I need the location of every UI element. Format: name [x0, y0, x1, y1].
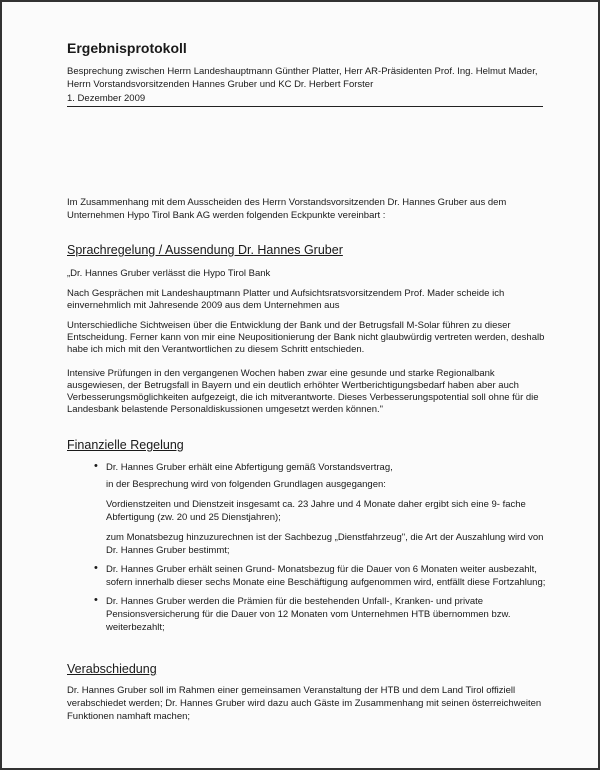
meeting-participants-line-1: Besprechung zwischen Herrn Landeshauptmann Günther Platter, Herr AR-Präsidenten Prof. Ing. Helmut Mader, — [67, 66, 538, 77]
bullet-3-line-3: weiterbezahlt; — [106, 622, 165, 633]
paragraph-1-line-2: einvernehmlich mit Jahresende 2009 aus dem Unternehmen aus — [67, 300, 340, 311]
paragraph-2-line-1: Unterschiedliche Sichtweisen über die Entwicklung der Bank und der Betrugsfall M-Solar führen zu dieser — [67, 320, 511, 331]
bullet-1-line-6: Dr. Hannes Gruber bestimmt; — [106, 545, 230, 556]
bullet-icon: • — [94, 594, 98, 606]
section-heading-finanzielle-regelung: Finanzielle Regelung — [67, 438, 184, 452]
meeting-participants-line-2: Herrn Vorstandsvorsitzenden Hannes Gruber und KC Dr. Herbert Forster — [67, 79, 374, 90]
paragraph-2-line-2: Entscheidung. Ferner kann von mir eine Neupositionierung der Bank nicht glaubwürdig vertreten werden, deshalb — [67, 332, 545, 343]
paragraph-3-line-1: Intensive Prüfungen in den vergangenen Wochen haben zwar eine gesunde und starke Regionalbank — [67, 368, 495, 379]
document-title: Ergebnisprotokoll — [67, 40, 187, 56]
bullet-2-line-2: sofern innerhalb dieser sechs Monate eine Beschäftigung aufgenommen wird, entfällt diese Fortzahlung; — [106, 577, 546, 588]
verabschiedung-line-1: Dr. Hannes Gruber soll im Rahmen einer gemeinsamen Veranstaltung der HTB und dem Land Tirol offiziell — [67, 685, 516, 696]
bullet-3-line-2: Pensionsversicherung für die Dauer von 12 Monaten vom Unternehmen HTB übernommen bzw. — [106, 609, 511, 620]
section-heading-sprachregelung: Sprachregelung / Aussendung Dr. Hannes Gruber — [67, 243, 343, 257]
verabschiedung-line-3: Funktionen namhaft machen; — [67, 711, 191, 722]
bullet-3-line-1: Dr. Hannes Gruber werden die Prämien für die bestehenden Unfall-, Kranken- und private — [106, 596, 484, 607]
bullet-1-line-4: Abfertigung (zw. 20 und 25 Dienstjahren); — [106, 512, 281, 523]
bullet-icon: • — [94, 460, 98, 472]
bullet-1-line-3: Vordienstzeiten und Dienstzeit insgesamt ca. 23 Jahre und 4 Monate daher ergibt sich eine 9- fache — [106, 499, 526, 510]
bullet-1-line-1: Dr. Hannes Gruber erhält eine Abfertigung gemäß Vorstandsvertrag, — [106, 462, 393, 473]
header-divider — [67, 106, 543, 107]
paragraph-3-line-2: ausgewiesen, der Betrugsfall in Bayern und ein deutlich erhöhter Wertberichtigungsbedarf haben aber auch — [67, 380, 519, 391]
bullet-icon: • — [94, 562, 98, 574]
document-date: 1. Dezember 2009 — [67, 93, 146, 104]
paragraph-1-line-1: Nach Gesprächen mit Landeshauptmann Platter und Aufsichtsratsvorsitzendem Prof. Mader scheide ich — [67, 288, 505, 299]
section-heading-verabschiedung: Verabschiedung — [67, 662, 157, 676]
paragraph-3-line-3: Verbesserungsmöglichkeiten aufgezeigt, die ich mitverantworte. Dieses Verbesserungspotential soll ohne für die — [67, 392, 539, 403]
bullet-1-line-5: zum Monatsbezug hinzuzurechnen ist der Sachbezug „Dienstfahrzeug", die Art der Auszahlung wird von — [106, 532, 544, 543]
intro-line-1: Im Zusammenhang mit dem Ausscheiden des Herrn Vorstandsvorsitzenden Dr. Hannes Gruber aus dem — [67, 197, 507, 208]
bullet-1-line-2: in der Besprechung wird von folgenden Grundlagen ausgegangen: — [106, 479, 386, 490]
bullet-2-line-1: Dr. Hannes Gruber erhält seinen Grund- Monatsbezug für die Dauer von 6 Monaten weiter ausbezahlt, — [106, 564, 537, 575]
intro-line-2: Unternehmen Hypo Tirol Bank AG werden folgenden Eckpunkte vereinbart : — [67, 210, 386, 221]
quote-intro-line: „Dr. Hannes Gruber verlässt die Hypo Tirol Bank — [67, 268, 271, 279]
paragraph-2-line-3: habe ich mich mit den Verantwortlichen zu diesem Schritt entschieden. — [67, 344, 365, 355]
verabschiedung-line-2: verabschiedet werden; Dr. Hannes Gruber wird dazu auch Gäste im Zusammenhang mit seinen österreichweiten — [67, 698, 542, 709]
paragraph-3-line-4: Landesbank belastende Personaldiskussionen umgesetzt werden können." — [67, 404, 384, 415]
